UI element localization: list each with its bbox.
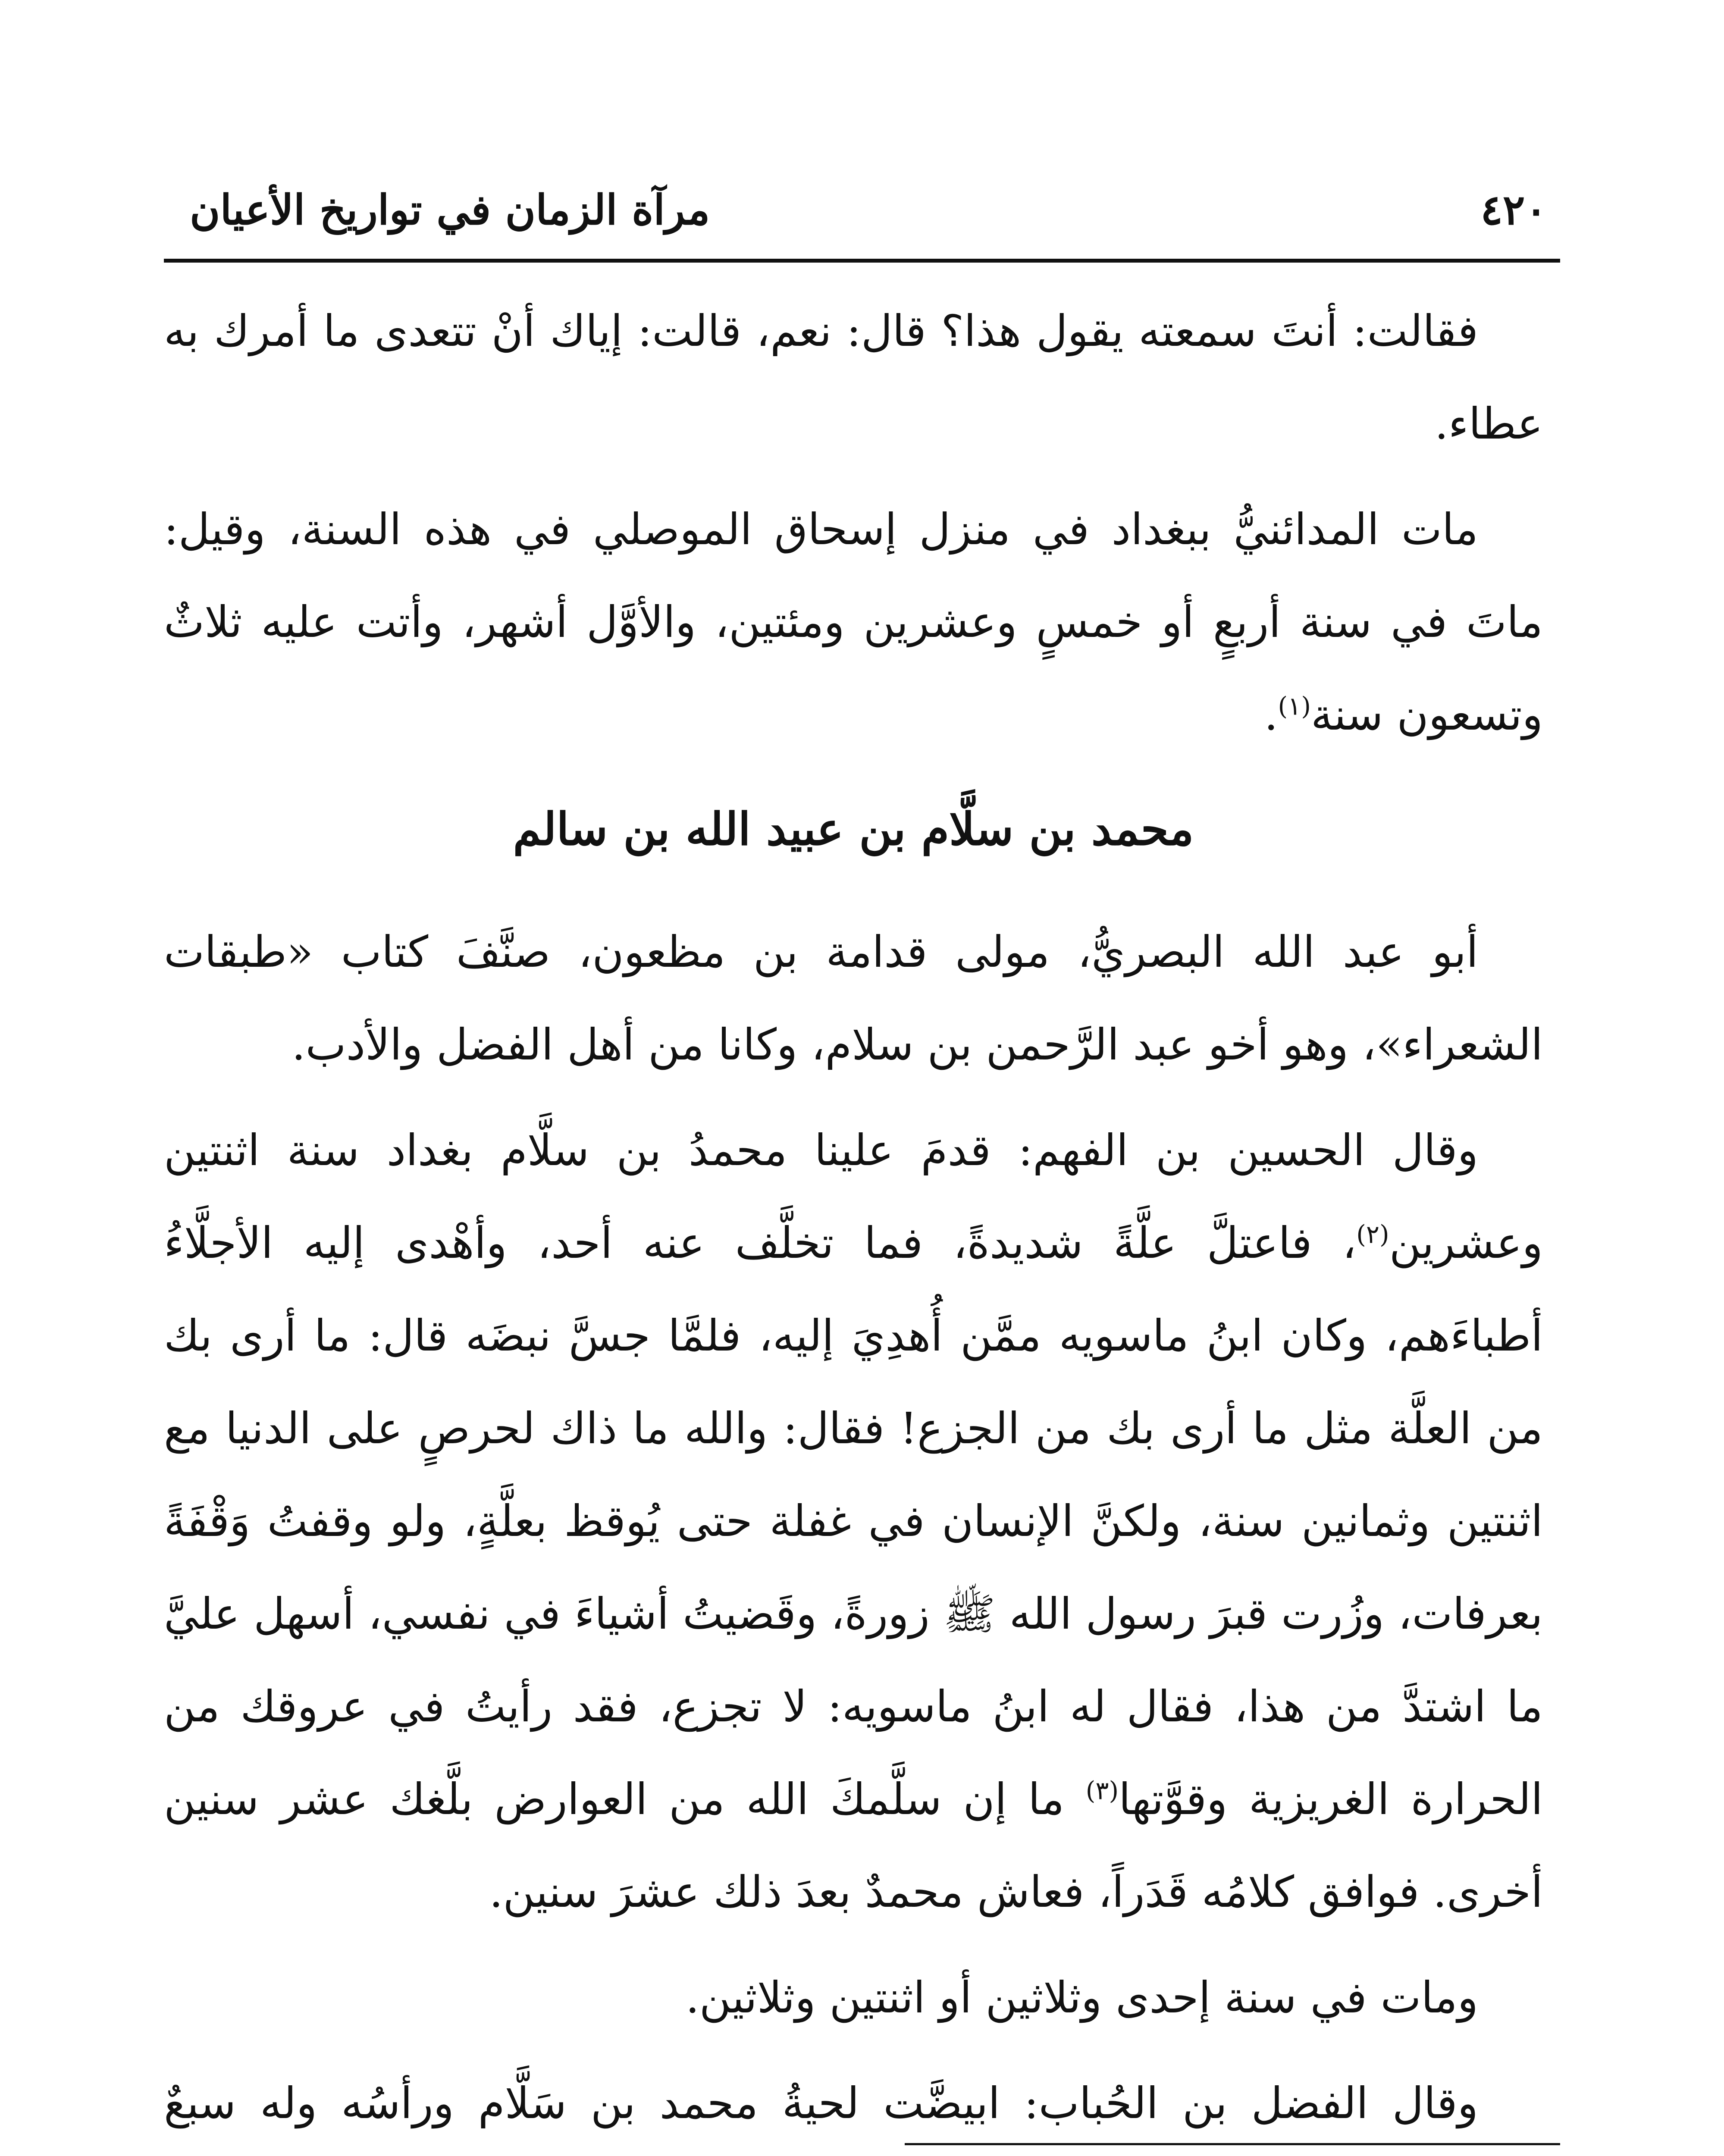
paragraph: [164, 285, 1543, 470]
footnote-ref: (١): [1278, 691, 1311, 721]
paragraph-text: فقالت: أنتَ سمعته يقول هذا؟ قال: نعم، قالت: إياك أنْ تتعدى ما أمرك به عطاء.: [164, 306, 1543, 449]
paragraph-text: ما إن سلَّمكَ الله من العوارض بلَّغك عشر سنين أخرى. فوافق كلامُه قَدَراً، فعاش محمدٌ بعدَ ذلك عشرَ سنين.: [164, 1774, 1543, 1917]
biography-heading: محمد بن سلَّام بن عبيد الله بن سالم: [513, 802, 1194, 856]
paragraph: [164, 906, 1543, 1091]
paragraph-text: .: [1264, 689, 1278, 740]
footnote-ref: (٢): [1356, 1219, 1389, 1249]
book-title: مرآة الزمان في تواريخ الأعيان: [190, 185, 710, 234]
page-number: ٤٢٠: [1480, 185, 1547, 234]
running-head: [164, 168, 1560, 254]
paragraph-text: أبو عبد الله البصريُّ، مولى قدامة بن مظعون، صنَّفَ كتاب «طبقات الشعراء»، وهو أخو عبد الرَّحمن بن سلام، وكانا من أهل الفضل والأدب.: [164, 927, 1543, 1070]
paragraph: [164, 1951, 1543, 2044]
footnote-ref: (٣): [1085, 1776, 1119, 1805]
paragraph-text: ومات في سنة إحدى وثلاثين أو اثنتين وثلاثين.: [685, 1972, 1478, 2023]
paragraph: [164, 1104, 1543, 1938]
paragraph-text: وقال الفضل بن الحُباب: ابيضَّت لحيةُ محمد بن سَلَّام ورأسُه وله سبعٌ: [164, 2078, 1479, 2128]
main-text: [164, 285, 1543, 2156]
paragraph-text: مات المدائنيُّ ببغداد في منزل إسحاق الموصلي في هذه السنة، وقيل: ماتَ في سنة أربعٍ أو خمسٍ وعشرين ومئتين، والأوَّل أشهر، وأتت عليه ثلاثٌ وتسعون سنة: [164, 504, 1543, 740]
header-rule: [164, 259, 1560, 263]
paragraph-text: ، فاعتلَّ علَّةً شديدةً، فما تخلَّف عنه أحد، وأهْدى إليه الأجلَّاءُ أطباءَهم، وكان ابنُ ماسويه ممَّن أُهدِيَ إليه، فلمَّا جسَّ نبضَه قال: ما أرى بك من العلَّة مثل ما أرى بك من الجزع! فقال: والله ما ذاك لحرصٍ على الدنيا مع اثنتين وثمانين سنة، ولكنَّ الإنسان في غفلة حتى يُوقظ بعلَّةٍ، ولو وقفتُ وَقْفَةً بعرفات، وزُرت قبرَ رسول الله ﷺ زورةً، وقَضيتُ أشياءَ في نفسي، أسهل عليَّ ما اشتدَّ من هذا، فقال له ابنُ ماسويه: لا تجزع، فقد رأيتُ في عروقك من الحرارة الغريزية وقوَّتها: [164, 1218, 1543, 1824]
paragraph: [164, 483, 1543, 761]
paragraph: [164, 2057, 1543, 2156]
paragraph-text: وقال الحسين بن الفهم: قدمَ علينا محمدُ بن سلَّام بغداد سنة اثنتين وعشرين: [164, 1125, 1543, 1268]
footnote-rule: [905, 2143, 1560, 2145]
